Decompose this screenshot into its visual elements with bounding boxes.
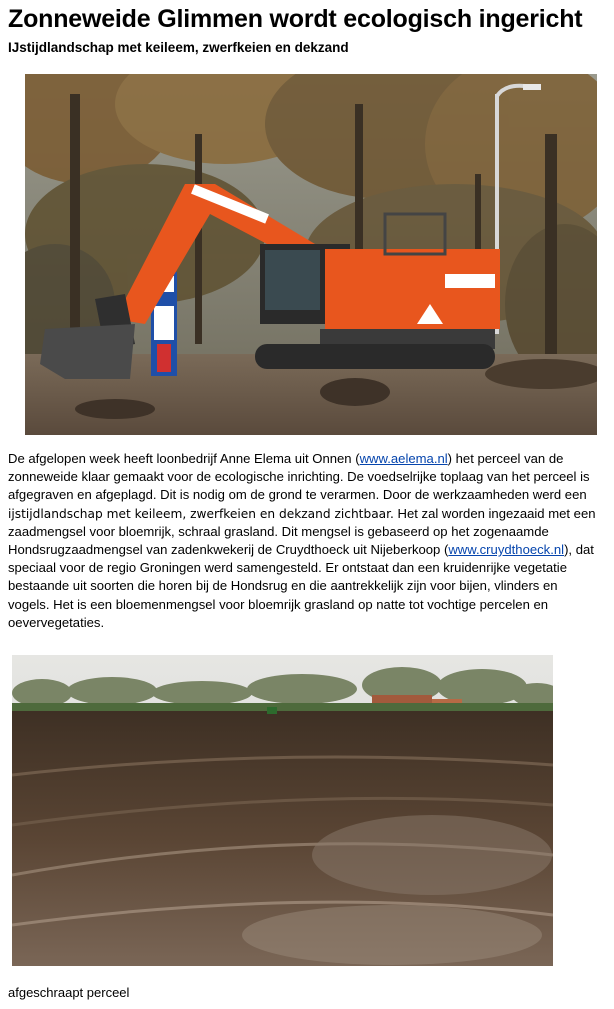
cruydthoeck-link[interactable]: www.cruydthoeck.nl	[448, 542, 565, 558]
body-text-1: De afgelopen week heeft loonbedrijf Anne Elema uit Onnen (	[8, 451, 360, 466]
body-text-5: ), dat speciaal voor de regio Groningen werd samengesteld. Er ontstaat dan een kruidenrijke vegetatie bestaande uit soorten die horen bij de Hondsrug en die aantrekkelijk zijn voor bijen, vlinders en vogels. Het is een bloemenmengsel voor bloemrijk grasland op natte tot vochtige percelen en oevervegetaties.	[8, 542, 594, 630]
body-text-2: ) het perceel van de zonneweide klaar gemaakt voor de ecologische inrichting. De voedselrijke toplaag van het perceel is afgegraven en afgeplagd. Dit is nodig om de grond te verarmen. Door de werkzaamheden werd een	[8, 451, 590, 503]
field-photo	[12, 655, 553, 966]
aelema-link[interactable]: www.aelema.nl	[359, 451, 448, 466]
excavator-photo	[25, 74, 597, 435]
page-title: Zonneweide Glimmen wordt ecologisch ingericht	[8, 5, 583, 33]
article-body	[8, 450, 612, 632]
photo-caption: afgeschraapt perceel	[8, 985, 130, 1000]
page-subtitle: IJstijdlandschap met keileem, zwerfkeien en dekzand	[8, 40, 349, 55]
body-text-4: Het zal worden ingezaaid met een zaadmengsel voor bloemrijk, schraal grasland. Dit mengsel is gebaseerd op het zogenaamde Hondsrugzaadmengsel van zadenkwekerij de Cruydthoeck uit Nijeberkoop (	[8, 505, 596, 558]
body-text-3: ijstijdlandschap met keileem, zwerfkeien en dekzand zichtbaar.	[8, 506, 394, 521]
